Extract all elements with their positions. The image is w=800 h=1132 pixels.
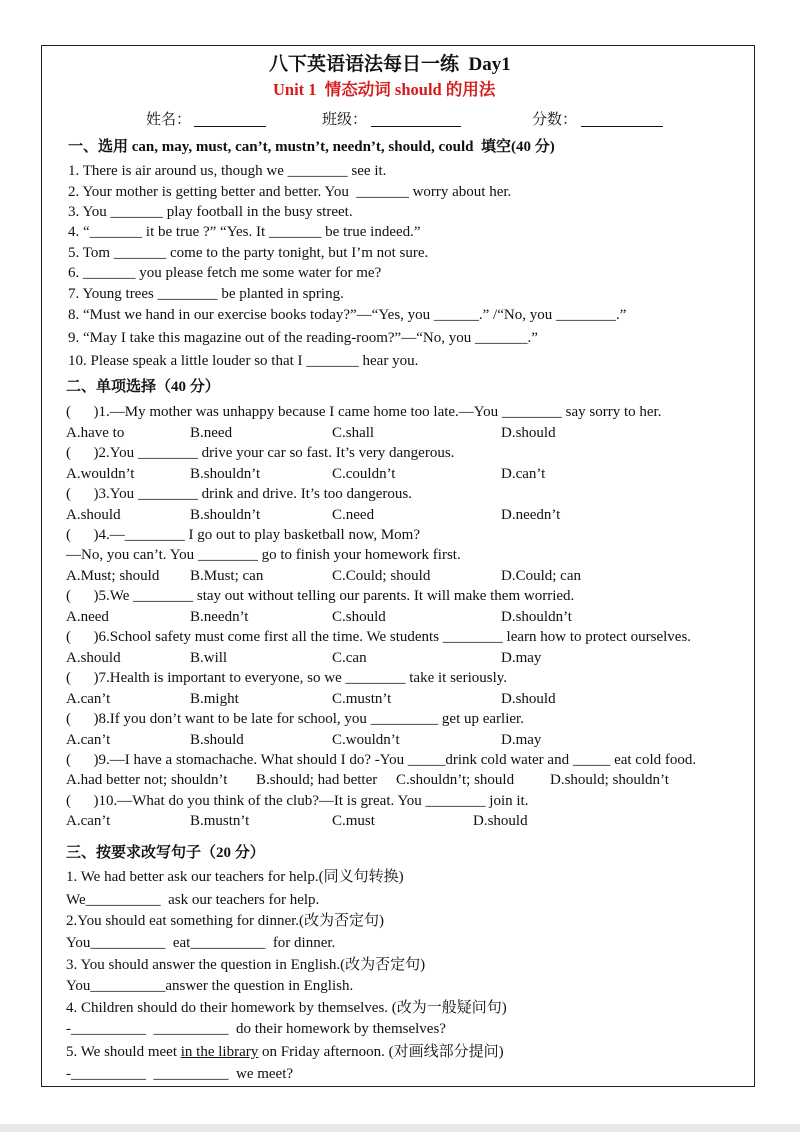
s1-item-4: 4. “_______ it be true ?” “Yes. It _______ be true indeed.” [68,224,421,240]
q2-option-c: C.couldn’t [332,466,396,482]
q8-option-c: C.wouldn’t [332,732,400,748]
q9-option-c: C.shouldn’t; should [396,772,515,788]
s1-item-9: 9. “May I take this magazine out of the reading-room?”—“No, you _______.” [68,330,538,346]
section2-heading: 二、单项选择（40 分） [66,379,220,395]
q9-option-d: D.should; shouldn’t [550,772,669,788]
s1-item-7: 7. Young trees ________ be planted in spring. [68,286,344,302]
s3-item-5-answer: -__________ __________ we meet? [66,1066,294,1082]
q1-option-b: B.need [190,425,233,441]
q5-option-d: D.shouldn’t [501,609,572,625]
q3-option-a: A.should [66,507,121,523]
class-label: 班级： [322,112,368,128]
q9-option-b: B.should; had better [256,772,378,788]
page-subtitle: Unit 1 情态动词 should 的用法 [273,80,496,99]
q1-option-c: C.shall [332,425,375,441]
s1-item-2: 2. Your mother is getting better and better. You _______ worry about her. [68,184,512,200]
q10-stem: ( )10.—What do you think of the club?—It is great. You ________ join it. [66,793,529,809]
q7-option-a: A.can’t [66,691,111,707]
q10-option-a: A.can’t [66,813,111,829]
q3-stem: ( )3.You ________ drink and drive. It’s too dangerous. [66,486,412,502]
class-field[interactable] [371,113,461,127]
q2-option-a: A.wouldn’t [66,466,135,482]
s1-item-10: 10. Please speak a little louder so that I _______ hear you. [68,353,419,369]
s3-item-3-answer: You__________answer the question in English. [66,978,354,994]
q10-option-c: C.must [332,813,375,829]
q4-stem: ( )4.—________ I go out to play basketball now, Mom? [66,527,420,543]
q5-stem: ( )5.We ________ stay out without telling our parents. It will make them worried. [66,588,575,604]
q2-option-b: B.shouldn’t [190,466,261,482]
q1-option-a: A.have to [66,425,125,441]
page-bottom-edge [0,1124,800,1132]
name-label: 姓名： [146,112,192,128]
q4-option-c: C.Could; should [332,568,431,584]
q1-stem: ( )1.—My mother was unhappy because I came home too late.—You ________ say sorry to her. [66,404,662,420]
q7-option-c: C.mustn’t [332,691,392,707]
s3-item-5-underlined-phrase: in the library [180,1044,259,1060]
name-field[interactable] [194,113,266,127]
q8-option-b: B.should [190,732,244,748]
q3-option-d: D.needn’t [501,507,561,523]
q10-option-b: B.mustn’t [190,813,250,829]
q8-option-a: A.can’t [66,732,111,748]
q4-stem-reply: —No, you can’t. You ________ go to finish your homework first. [66,547,461,563]
q4-option-a: A.Must; should [66,568,160,584]
s1-item-3: 3. You _______ play football in the busy street. [68,204,353,220]
q6-option-a: A.should [66,650,121,666]
q3-option-c: C.need [332,507,375,523]
q8-stem: ( )8.If you don’t want to be late for school, you _________ get up earlier. [66,711,524,727]
page-title: 八下英语语法每日一练 Day1 [269,54,511,75]
s1-item-6: 6. _______ you please fetch me some water for me? [68,265,382,281]
s1-item-5: 5. Tom _______ come to the party tonight, but I’m not sure. [68,245,429,261]
s3-item-2-answer: You__________ eat__________ for dinner. [66,935,336,951]
s1-item-8: 8. “Must we hand in our exercise books today?”—“Yes, you ______.” /“No, you ________.” [68,307,627,323]
q1-option-d: D.should [501,425,556,441]
q7-option-d: D.should [501,691,556,707]
s3-item-4-answer: -__________ __________ do their homework by themselves? [66,1021,446,1037]
q7-option-b: B.might [190,691,239,707]
q8-option-d: D.may [501,732,542,748]
s3-item-5-prompt-pre: 5. We should meet [66,1044,181,1060]
section1-heading: 一、选用 can, may, must, can’t, mustn’t, needn’t, should, could 填空(40 分) [68,139,555,155]
score-label: 分数： [532,112,578,128]
q5-option-b: B.needn’t [190,609,249,625]
s3-item-1-answer: We__________ ask our teachers for help. [66,892,320,908]
section3-heading: 三、按要求改写句子（20 分） [66,845,265,861]
q6-option-c: C.can [332,650,367,666]
score-field[interactable] [581,113,663,127]
q7-stem: ( )7.Health is important to everyone, so we ________ take it seriously. [66,670,508,686]
s3-item-4-prompt: 4. Children should do their homework by themselves. (改为一般疑问句) [66,1000,507,1016]
q9-option-a: A.had better not; shouldn’t [66,772,228,788]
s3-item-1-prompt: 1. We had better ask our teachers for help.(同义句转换) [66,869,404,885]
q4-option-b: B.Must; can [190,568,264,584]
s3-item-5-prompt-post: on Friday afternoon. (对画线部分提问) [258,1044,504,1060]
s1-item-1: 1. There is air around us, though we ________ see it. [68,163,387,179]
q5-option-a: A.need [66,609,109,625]
q4-option-d: D.Could; can [501,568,581,584]
q9-stem: ( )9.—I have a stomachache. What should I do? -You _____drink cold water and _____ eat cold food. [66,752,697,768]
q6-stem: ( )6.School safety must come first all the time. We students ________ learn how to protect ourselves. [66,629,692,645]
q2-stem: ( )2.You ________ drive your car so fast. It’s very dangerous. [66,445,455,461]
q2-option-d: D.can’t [501,466,546,482]
worksheet-border [41,45,755,1087]
s3-item-2-prompt: 2.You should eat something for dinner.(改为否定句) [66,913,385,929]
s3-item-3-prompt: 3. You should answer the question in English.(改为否定句) [66,957,426,973]
q6-option-b: B.will [190,650,228,666]
s3-item-5-prompt [66,1043,504,1061]
q3-option-b: B.shouldn’t [190,507,261,523]
q6-option-d: D.may [501,650,542,666]
q10-option-d: D.should [473,813,528,829]
q5-option-c: C.should [332,609,386,625]
